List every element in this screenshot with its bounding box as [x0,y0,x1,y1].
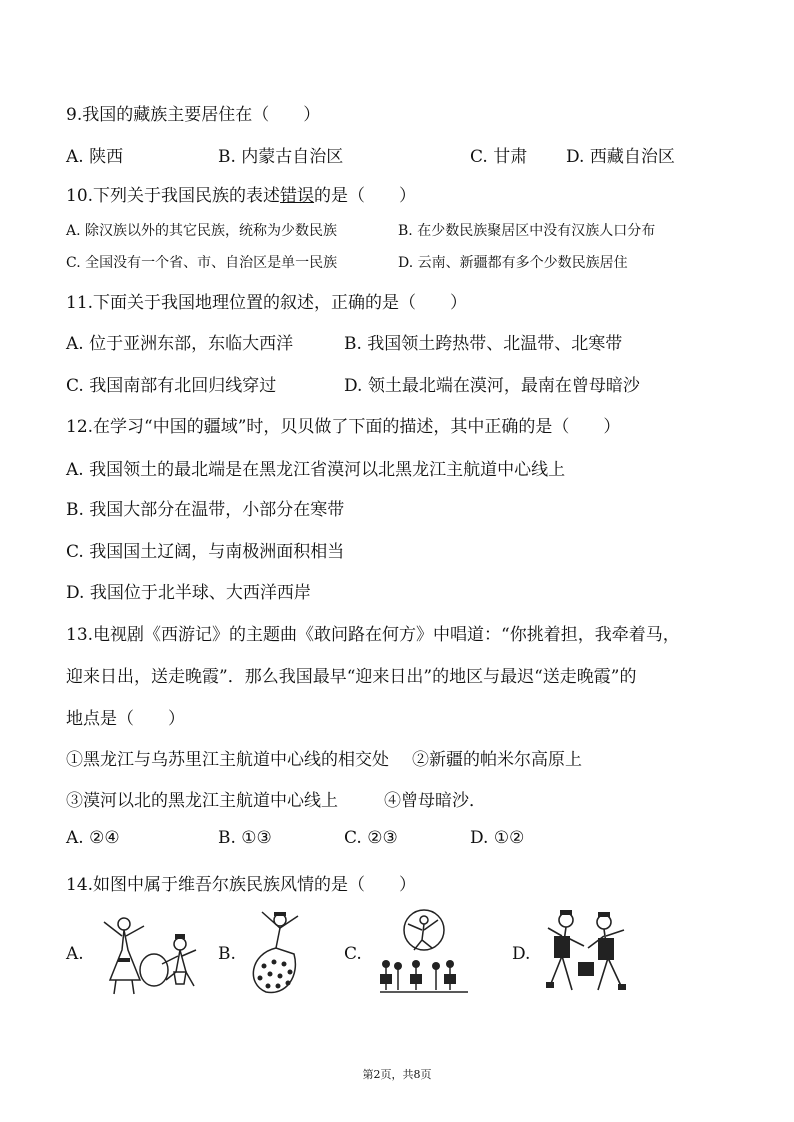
question-11-stem: 11.下面关于我国地理位置的叙述，正确的是（ ） [66,293,468,313]
q13-item-1: ①黑龙江与乌苏里江主航道中心线的相交处 [66,750,389,770]
q10-option-a[interactable]: A. 除汉族以外的其它民族，统称为少数民族 [66,223,338,239]
question-13-stem-line2: 迎来日出，送走晚霞”．那么我国最早“迎来日出”的地区与最迟“送走晚霞”的 [66,667,637,687]
q13-option-d[interactable]: D. ①② [470,828,525,848]
q12-option-d[interactable]: D. 我国位于北半球、大西洋西岸 [66,583,311,603]
dancers-illustration-a [96,910,208,1000]
q10-stem-post: 的是（ ） [314,186,417,206]
q11-option-b[interactable]: B. 我国领土跨热带、北温带、北寒带 [344,334,623,354]
page-footer: 第2页，共8页 [362,1068,432,1081]
question-13-stem-line1: 13.电视剧《西游记》的主题曲《敢问路在何方》中唱道：“你挑着担，我牵着马， [66,625,680,645]
dancers-illustration-c [376,906,472,998]
dancers-illustration-d [542,906,632,996]
question-10-stem [66,181,416,206]
question-14-stem: 14.如图中属于维吾尔族民族风情的是（ ） [66,875,417,895]
q9-option-b[interactable]: B. 内蒙古自治区 [218,147,344,167]
q14-option-c[interactable]: C. [344,944,362,964]
q11-option-c[interactable]: C. 我国南部有北回归线穿过 [66,376,277,396]
q10-option-b[interactable]: B. 在少数民族聚居区中没有汉族人口分布 [398,223,656,239]
q12-option-c[interactable]: C. 我国国土辽阔，与南极洲面积相当 [66,542,345,562]
q11-option-d[interactable]: D. 领土最北端在漠河，最南在曾母暗沙 [344,376,640,396]
q13-item-2: ②新疆的帕米尔高原上 [412,750,582,770]
q13-item-3: ③漠河以北的黑龙江主航道中心线上 [66,791,338,811]
q10-option-d[interactable]: D. 云南、新疆都有多个少数民族居住 [398,255,628,271]
q10-stem-emphasis: 错误 [280,186,315,206]
q13-option-a[interactable]: A. ②④ [66,828,120,848]
q11-option-a[interactable]: A. 位于亚洲东部，东临大西洋 [66,334,294,354]
q14-option-a[interactable]: A. [66,944,84,964]
q10-stem-pre: 10.下列关于我国民族的表述 [66,186,281,206]
q9-option-c[interactable]: C. 甘肃 [470,147,528,167]
q9-option-a[interactable]: A. 陕西 [66,147,124,167]
q13-option-b[interactable]: B. ①③ [218,828,272,848]
q10-option-c[interactable]: C. 全国没有一个省、市、自治区是单一民族 [66,255,338,271]
q13-option-c[interactable]: C. ②③ [344,828,398,848]
q12-option-a[interactable]: A. 我国领土的最北端是在黑龙江省漠河以北黑龙江主航道中心线上 [66,460,566,480]
question-13-stem-line3: 地点是（ ） [66,709,185,729]
q13-item-4: ④曾母暗沙． [384,791,486,811]
q14-option-b[interactable]: B. [218,944,236,964]
q12-option-b[interactable]: B. 我国大部分在温带，小部分在寒带 [66,500,345,520]
dancer-illustration-b [240,906,310,996]
question-9-stem: 9.我国的藏族主要居住在（ ） [66,105,321,125]
q14-option-d[interactable]: D. [512,944,531,964]
q9-option-d[interactable]: D. 西藏自治区 [566,147,675,167]
question-12-stem: 12.在学习“中国的疆域”时，贝贝做了下面的描述，其中正确的是（ ） [66,417,621,437]
